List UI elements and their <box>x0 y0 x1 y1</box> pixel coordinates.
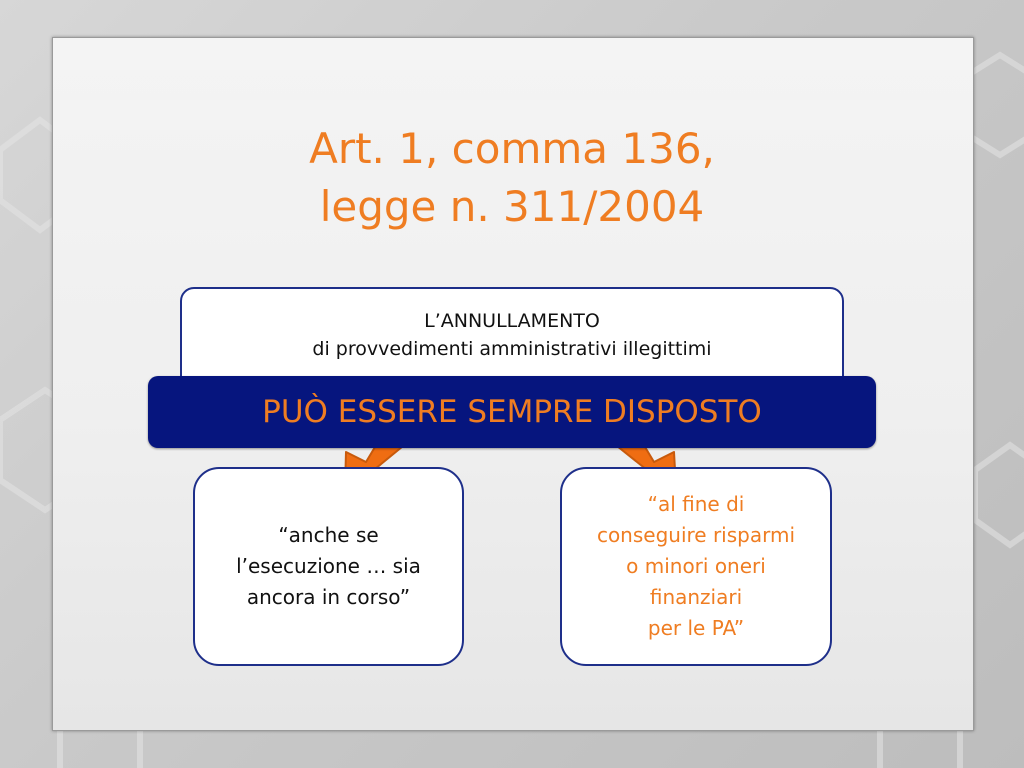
annulment-subheading: di provvedimenti amministrativi illegittimi <box>312 338 712 360</box>
purpose-box <box>560 467 832 666</box>
purpose-line: o minori oneri <box>626 554 766 578</box>
annulment-heading: L’ANNULLAMENTO <box>424 310 600 332</box>
purpose-line: “al fine di <box>647 492 745 516</box>
title-line: Art. 1, comma 136, <box>309 124 715 173</box>
condition-line: ancora in corso” <box>246 585 411 609</box>
purpose-line: conseguire risparmi <box>596 523 796 547</box>
banner: PUÒ ESSERE SEMPRE DISPOSTO <box>148 376 876 448</box>
condition-line: “anche se <box>278 523 379 547</box>
purpose-line: finanziari <box>649 585 743 609</box>
title-line: legge n. 311/2004 <box>319 182 705 231</box>
purpose-line: per le PA” <box>647 616 745 640</box>
condition-line: l’esecuzione … sia <box>236 554 421 578</box>
condition-box <box>193 467 464 666</box>
